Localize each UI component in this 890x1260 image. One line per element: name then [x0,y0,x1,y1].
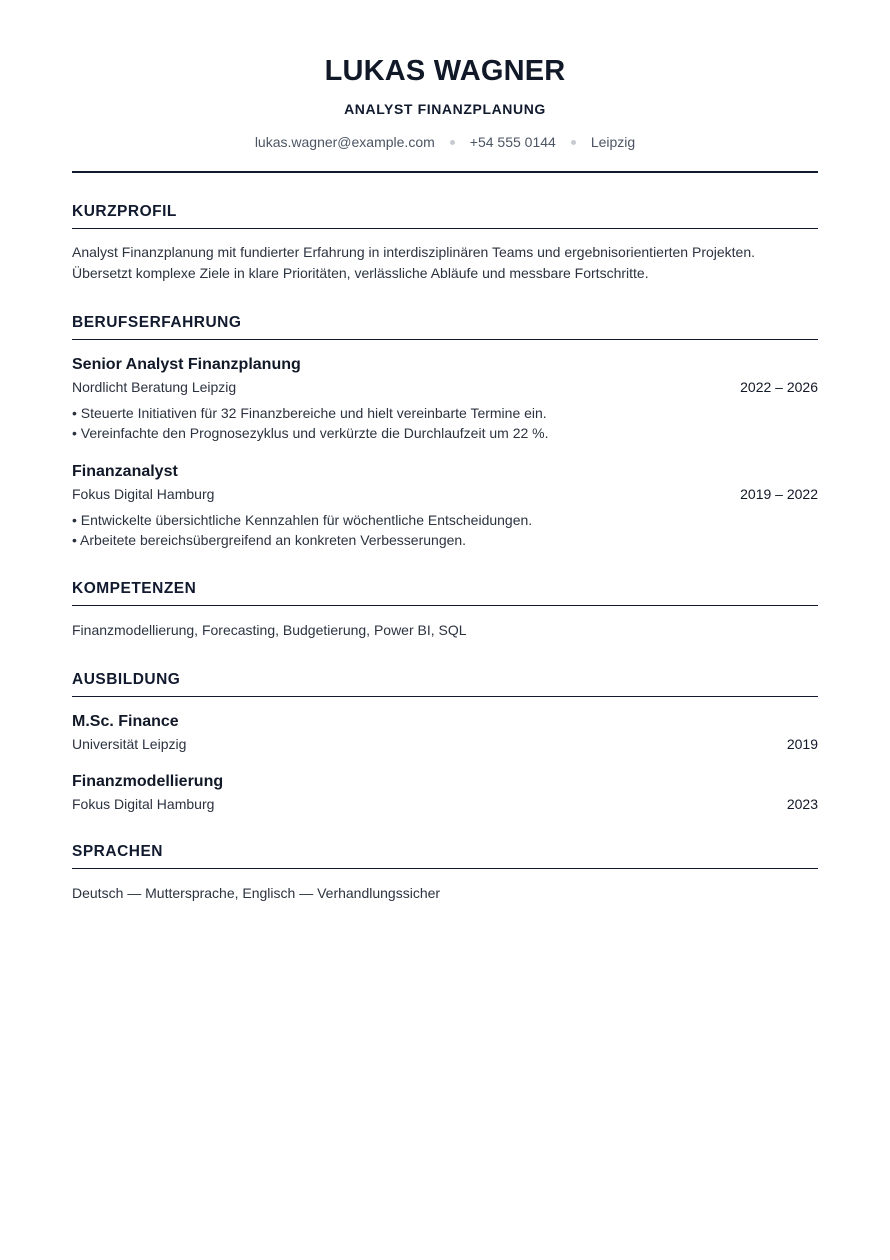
experience-section [72,313,818,550]
school-name: Fokus Digital Hamburg [72,796,215,812]
education-section [72,670,818,813]
degree-title: M.Sc. Finance [72,713,179,730]
job-bullet: • Arbeitete bereichsübergreifend an konkreten Verbesserungen. [72,530,818,550]
job-title: Senior Analyst Finanzplanung [72,356,301,373]
job-bullets [72,510,818,550]
degree-title: Finanzmodellierung [72,773,224,790]
contact-location: Leipzig [590,134,636,150]
job-title: Finanzanalyst [72,463,178,480]
education-entry [72,772,818,813]
skills-section [72,579,818,641]
job-bullet: • Steuerte Initiativen für 32 Finanzbereiche und hielt vereinbarte Termine ein. [72,403,818,423]
school-name: Universität Leipzig [72,736,187,752]
job-bullet: • Entwickelte übersichtliche Kennzahlen für wöchentliche Entscheidungen. [72,510,818,530]
contact-line [72,133,818,151]
section-title-languages: SPRACHEN [72,842,818,869]
education-meta [72,735,818,753]
skills-text: Finanzmodellierung, Forecasting, Budgetierung, Power BI, SQL [72,622,467,638]
job-bullets [72,403,818,443]
summary-line: Analyst Finanzplanung mit fundierter Erfahrung in interdisziplinären Teams und ergebnisorientierten Projekten. [72,244,756,260]
experience-entry [72,355,818,443]
summary-section [72,202,818,284]
section-title-experience: BERUFSERFAHRUNG [72,313,818,340]
education-entry [72,712,818,753]
education-year: 2023 [786,796,818,812]
header-divider [72,171,818,173]
candidate-headline: ANALYST FINANZPLANUNG [344,101,546,117]
education-meta [72,795,818,813]
section-title-summary: KURZPROFIL [72,202,818,229]
languages-text: Deutsch — Muttersprache, Englisch — Verhandlungssicher [72,885,441,901]
separator-dot-icon [450,140,455,145]
contact-phone[interactable]: +54 555 0144 [469,134,556,150]
job-meta [72,485,818,503]
languages-section [72,842,818,904]
job-dates: 2022 – 2026 [740,379,818,395]
education-year: 2019 [786,736,818,752]
summary-line: Übersetzt komplexe Ziele in klare Prioritäten, verlässliche Abläufe und messbare Fortschritte. [72,265,649,281]
summary-text [72,242,818,284]
section-title-education: AUSBILDUNG [72,670,818,697]
separator-dot-icon [571,140,576,145]
resume-header [72,0,818,173]
job-dates: 2019 – 2022 [740,486,818,502]
company-name: Fokus Digital Hamburg [72,486,215,502]
experience-entry [72,462,818,550]
contact-email[interactable]: lukas.wagner@example.com [254,134,435,150]
section-title-skills: KOMPETENZEN [72,579,818,606]
company-name: Nordlicht Beratung Leipzig [72,379,237,395]
job-bullet: • Vereinfachte den Prognosezyklus und verkürzte die Durchlaufzeit um 22 %. [72,423,818,443]
job-meta [72,378,818,396]
candidate-name: LUKAS WAGNER [324,55,566,87]
